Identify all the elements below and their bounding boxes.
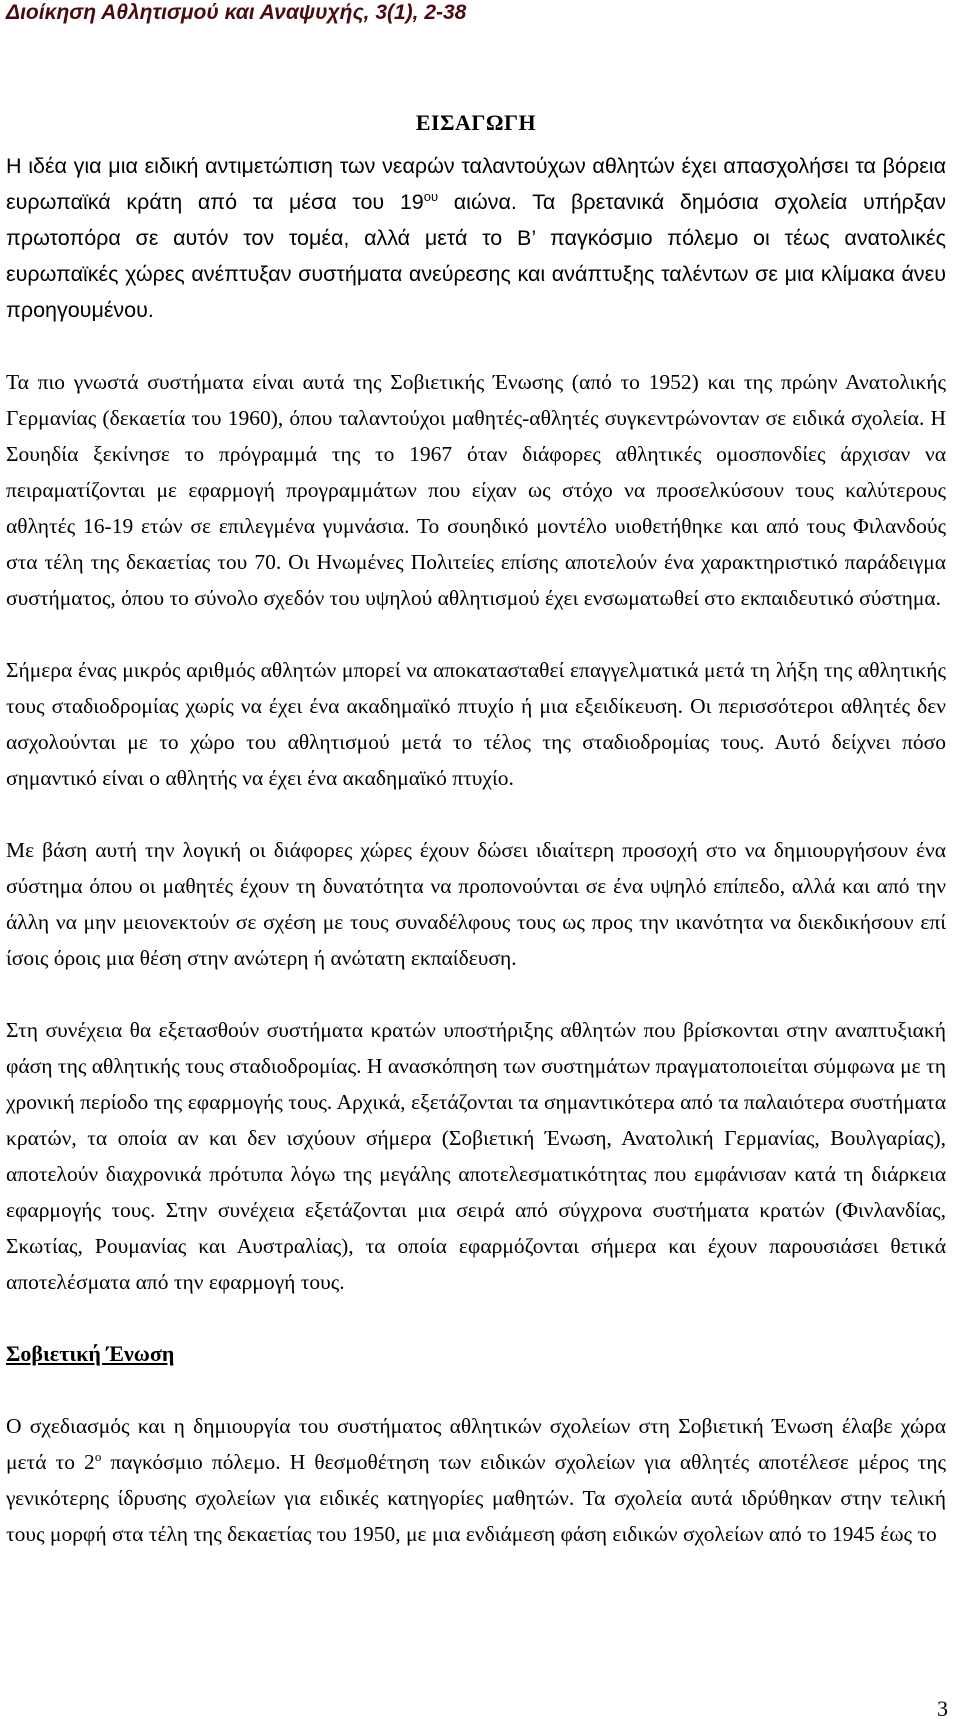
paragraph-text: Η ιδέα για μια ειδική αντιμετώπιση των νεαρών ταλαντούχων αθλητών έχει απασχολήσει τα βόρεια ευρωπαϊκά κράτη από τα μέσα του 19 (6, 154, 946, 214)
superscript: ο (94, 1448, 102, 1464)
paragraph-gap (6, 1300, 946, 1336)
paragraph-gap (6, 616, 946, 652)
section-title: ΕΙΣΑΓΩΓΗ (415, 110, 537, 135)
paragraph-text: αιώνα. Τα βρετανικά δημόσια σχολεία υπήρξαν πρωτοπόρα σε αυτόν τον τομέα, αλλά μετά το Β’ παγκόσμιο πόλεμο οι τέως ανατολικές ευρωπαϊκές χώρες ανέπτυξαν συστήματα ανεύρεσης και ανάπτυξης ταλέντων σε μια κλίμακα άνευ προηγουμένου. (6, 190, 946, 322)
paragraph-intro (6, 148, 946, 328)
paragraph-career: Σήμερα ένας μικρός αριθμός αθλητών μπορεί να αποκατασταθεί επαγγελματικά μετά τη λήξη της αθλητικής τους σταδιοδρομίας χωρίς να έχει ένα ακαδημαϊκό πτυχίο ή μια εξειδίκευση. Οι περισσότεροι αθλητές δεν ασχολούνται με το χώρο του αθλητισμού μετά το τέλος της σταδιοδρομίας τους. Αυτό δείχνει πόσο σημαντικό είναι ο αθλητής να έχει ένα ακαδημαϊκό πτυχίο. (6, 658, 946, 790)
paragraph-gap (6, 328, 946, 364)
subheading-soviet-union: Σοβιετική Ένωση (6, 1341, 175, 1366)
paragraph-gap (6, 976, 946, 1012)
paragraph-soviet (6, 1408, 946, 1552)
superscript: ου (423, 188, 439, 204)
running-header: Διοίκηση Αθλητισμού και Αναψυχής, 3(1), 2-38 (6, 1, 467, 24)
paragraph-review: Στη συνέχεια θα εξετασθούν συστήματα κρατών υποστήριξης αθλητών που βρίσκονται στην αναπτυξιακή φάση της αθλητικής τους σταδιοδρομίας. Η ανασκόπηση των συστημάτων πραγματοποιείται σύμφωνα με τη χρονική περίοδο της εφαρμογής τους. Αρχικά, εξετάζονται τα σημαντικότερα από τα παλαιότερα συστήματα κρατών, τα οποία αν και δεν ισχύουν σήμερα (Σοβιετική Ένωση, Ανατολική Γερμανίας, Βουλγαρίας), αποτελούν διαχρονικά πρότυπα λόγω της μεγάλης αποτελεσματικότητας που εμφάνισαν κατά τη διάρκεια εφαρμογής τους. Στην συνέχεια εξετάζονται μια σειρά από σύγχρονα συστήματα κρατών (Φινλανδίας, Σκωτίας, Ρουμανίας και Αυστραλίας), τα οποία εφαρμόζονται σήμερα και έχουν παρουσιάσει θετικά αποτελέσματα από την εφαρμογή τους. (6, 1018, 946, 1294)
paragraph-text: Ο σχεδιασμός και η δημιουργία του συστήματος αθλητικών σχολείων στη Σοβιετική Ένωση έλαβε χώρα μετά το 2 (6, 1414, 946, 1474)
paragraph-gap (6, 796, 946, 832)
paragraph-logic: Με βάση αυτή την λογική οι διάφορες χώρες έχουν δώσει ιδιαίτερη προσοχή στο να δημιουργήσουν ένα σύστημα όπου οι μαθητές έχουν τη δυνατότητα να προπονούνται σε ένα υψηλό επίπεδο, αλλά και από την άλλη να μην μειονεκτούν σε σχέση με τους συναδέλφους τους ως προς την ικανότητα να διεκδικήσουν επί ίσοις όροις μια θέση στην ανώτερη ή ανώτατη εκπαίδευση. (6, 838, 946, 970)
page-number: 3 (937, 1696, 948, 1721)
paragraph-known-systems: Τα πιο γνωστά συστήματα είναι αυτά της Σοβιετικής Ένωσης (από το 1952) και της πρώην Ανατολικής Γερμανίας (δεκαετία του 1960), όπου ταλαντούχοι μαθητές-αθλητές συγκεντρώνονταν σε ειδικά σχολεία. Η Σουηδία ξεκίνησε το πρόγραμμά της το 1967 όταν διάφορες αθλητικές ομοσπονδίες άρχισαν να πειραματίζονται με εφαρμογή προγραμμάτων που είχαν ως στόχο να προσελκύσουν τους καλύτερους αθλητές 16-19 ετών σε επιλεγμένα γυμνάσια. Το σουηδικό μοντέλο υιοθετήθηκε και από τους Φιλανδούς στα τέλη της δεκαετίας του 70. Οι Ηνωμένες Πολιτείες επίσης αποτελούν ένα χαρακτηριστικό παράδειγμα συστήματος, όπου το σύνολο σχεδόν του υψηλού αθλητισμού έχει ενσωματωθεί στο εκπαιδευτικό σύστημα. (6, 370, 946, 610)
paragraph-text: παγκόσμιο πόλεμο. Η θεσμοθέτηση των ειδικών σχολείων για αθλητές αποτέλεσε μέρος της γενικότερης ίδρυσης σχολείων για ειδικές κατηγορίες μαθητών. Τα σχολεία αυτά ιδρύθηκαν στην τελική τους μορφή στα τέλη της δεκαετίας του 1950, με μια ενδιάμεση φάση ειδικών σχολείων από το 1945 έως το (6, 1450, 946, 1546)
paragraph-gap (6, 1372, 946, 1408)
